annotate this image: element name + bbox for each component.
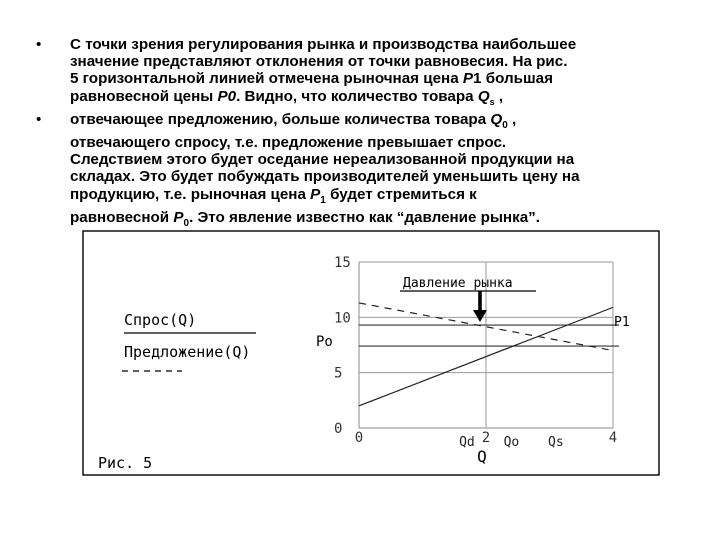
price-symbol: P — [462, 70, 474, 88]
y-tick-label: 5 — [334, 365, 343, 382]
text-run: 5 горизонтальной линией отмечена рыночная цена — [70, 70, 463, 88]
y-tick-label: 15 — [334, 255, 351, 271]
p0-label: Po — [316, 334, 333, 350]
market-pressure-chart — [82, 230, 660, 476]
figure-caption: Рис. 5 — [98, 454, 153, 472]
text-run: равновесной цены — [70, 87, 218, 105]
price-symbol: P0 — [217, 87, 237, 105]
bullet-list — [36, 36, 686, 232]
text-line: отвечающего спросу, т.е. предложение превышает спрос. — [70, 134, 507, 152]
text-line: Следствием этого будет оседание нереализованной продукции на — [70, 151, 575, 169]
bullet-dot-icon: • — [36, 36, 42, 53]
y-tick-label: 10 — [334, 310, 351, 327]
x-tick-label: 0 — [354, 430, 364, 446]
text-run: 1 большая — [473, 70, 553, 88]
text-line: значение представляют отклонения от точки равновесия. На рис. — [70, 53, 568, 71]
text-line: С точки зрения регулирования рынка и производства наибольшее — [70, 36, 577, 53]
text-run: равновесной — [70, 208, 174, 226]
bullet-dot-icon: • — [36, 110, 42, 128]
subscript: s — [489, 96, 495, 107]
quantity-symbol: Q — [477, 87, 490, 105]
bullet-item — [36, 111, 686, 232]
marker-qs-label: Qs — [548, 435, 564, 450]
subscript: 1 — [320, 194, 326, 206]
text-run: . Видно, что количество товара — [236, 87, 478, 105]
legend-demand-label: Спрос(Q) — [124, 311, 197, 329]
text-run: , — [494, 87, 504, 105]
text-run: , — [507, 110, 517, 128]
text-line — [70, 111, 686, 134]
text-line — [70, 70, 686, 87]
text-line: складах. Это будет побуждать производителей уменьшить цену на — [70, 168, 580, 186]
price-symbol: P — [310, 185, 321, 203]
text-line — [70, 186, 686, 209]
legend-supply-label: Предложение(Q) — [124, 343, 251, 361]
text-run: будет стремиться к — [325, 185, 477, 203]
figure-5 — [82, 230, 660, 476]
x-axis-label: Q — [477, 447, 487, 466]
text-line — [70, 209, 686, 232]
text-run: отвечающее предложению, больше количества товара — [70, 110, 491, 128]
text-run: . Это явление известно как “давление рынка”. — [189, 208, 540, 226]
subscript: 0 — [502, 119, 508, 131]
marker-qd-label: Qd — [459, 435, 475, 450]
p1-label: P1 — [614, 315, 630, 330]
text-run: продукцию, т.е. рыночная цена — [70, 185, 311, 203]
x-tick-label: 2 — [481, 430, 491, 446]
subscript: 0 — [183, 217, 190, 229]
marker-qo-label: Qo — [503, 435, 520, 450]
pressure-annotation-label: Давление рынка — [403, 276, 513, 291]
price-symbol: P — [173, 208, 184, 226]
y-tick-label: 0 — [334, 421, 343, 437]
text-line — [70, 88, 686, 111]
bullet-item — [36, 36, 686, 111]
x-tick-label: 4 — [608, 430, 618, 446]
quantity-symbol: Q — [490, 110, 503, 128]
